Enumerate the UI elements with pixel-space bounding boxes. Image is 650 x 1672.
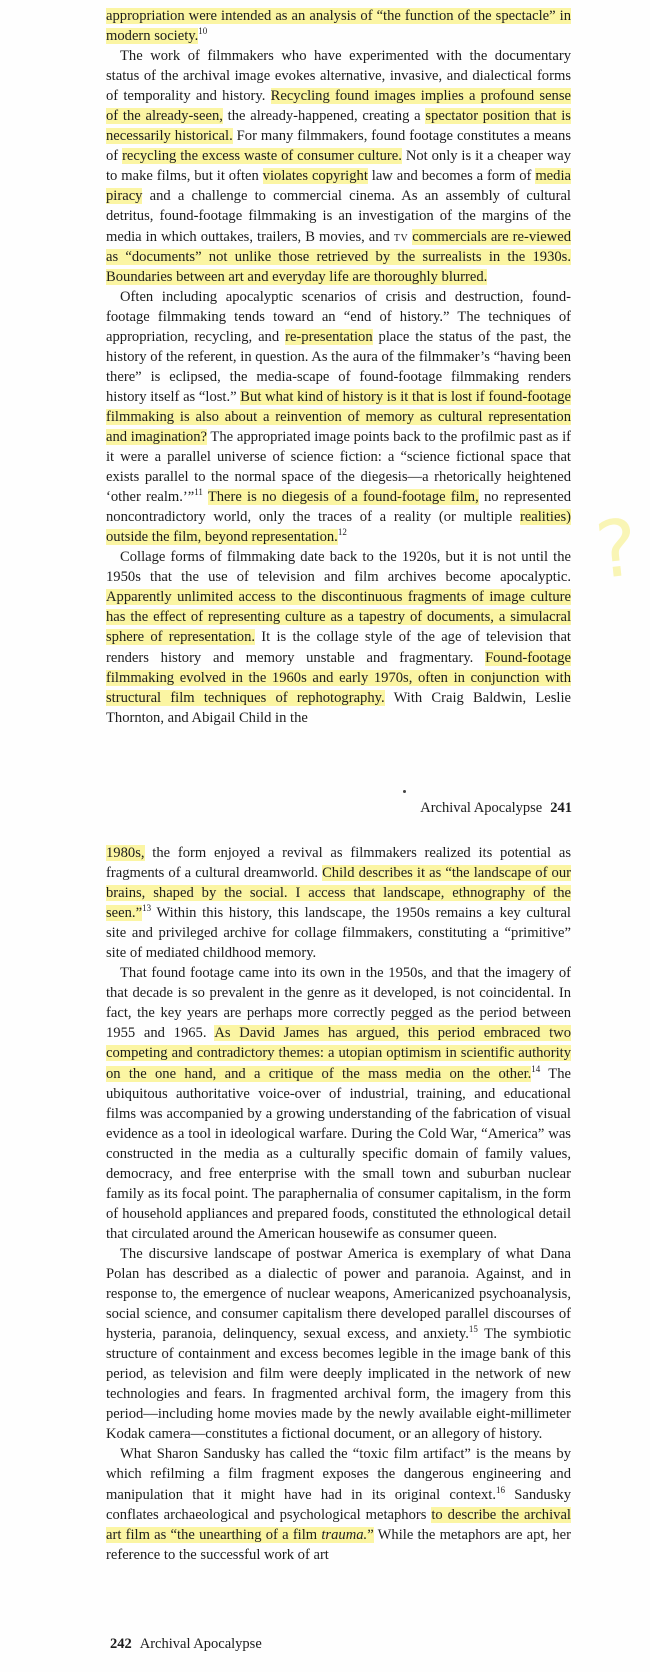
running-head-title: Archival Apocalypse — [420, 800, 543, 816]
text-run: The discursive landscape of postwar America is exemplary of what Dana Polan has described as a dialectic of power and paranoia. Against, and in response to, the emergence of nuclear weapons, Americanized psychoanalysis, social science, and consumer capitalism there developed parallel discourses of hysteria, paranoia, delinquency, sexual excess, and anxiety. — [106, 1245, 571, 1343]
footnote-ref: 16 — [496, 1484, 505, 1495]
ink-dot — [403, 790, 406, 793]
text-run: The symbiotic structure of containment and excess becomes legible in the image bank of this period, as television and film were deeply implicated in the network of new technologies and fears. In fragmented archival form, the imagery from this period—including home movies made by the newly available eight-millimeter Kodak camera—constitutes a fictional document, or an allegory of history. — [106, 1326, 571, 1443]
text-run: It is the collage style of the age of television that renders history and memory unstable and fragmentary. — [106, 629, 571, 666]
handwritten-question-mark: ? — [591, 503, 642, 597]
paragraph — [106, 1244, 571, 1444]
text-run: tv — [393, 228, 409, 245]
footnote-ref: 15 — [468, 1324, 478, 1335]
highlighted-text: Recycling found images implies a profound sense of the already-seen, — [106, 88, 572, 125]
text-run: Collage forms of filmmaking date back to the 1920s, but it is not until the 1950s that the use of television and film archives become apocalyptic. — [106, 549, 571, 586]
text-run: While the metaphors are apt, her reference to the successful work of art — [106, 1526, 571, 1563]
text-run: The work of filmmakers who have experimented with the documentary status of the archival image evokes alternative, invasive, and dialectical forms of temporality and history. — [106, 48, 571, 105]
footnote-ref: 11 — [194, 487, 203, 498]
text-run: place the status of the past, the history of the referent, in question. As the aura of the filmmaker’s “having been there” is eclipsed, the media-scape of found-footage filmmaking renders history itself as “lost.” — [106, 328, 571, 405]
page-242-body — [106, 843, 571, 1565]
highlighted-text: There is no diegesis of a found-footage film, — [207, 489, 479, 506]
text-run: Sandusky conflates archaeological and psychological metaphors — [106, 1486, 571, 1523]
paragraph — [106, 547, 571, 727]
highlighted-text: re-presentation — [285, 328, 373, 345]
text-run: What Sharon Sandusky has called the “toxic film artifact” is the means by which refilming a film fragment exposes the dangerous engineering and manipulation that it might have had in its original context. — [106, 1446, 571, 1503]
highlighted-text: But what kind of history is it that is lost if found-footage filmmaking is also about a reinvention of memory as cultural representation and imagination? — [106, 388, 571, 445]
highlighted-text: 1980s, — [106, 845, 145, 861]
paragraph — [106, 6, 571, 46]
paragraph — [106, 963, 571, 1244]
text-run: the already-happened, creating a — [222, 108, 426, 125]
page-241-body — [106, 6, 571, 728]
highlighted-text: realities) outside the film, beyond representation. — [106, 509, 571, 546]
running-foot-242 — [110, 1636, 262, 1653]
page-number-241: 241 — [550, 800, 572, 816]
paragraph — [106, 1444, 571, 1564]
highlighted-text: As David James has argued, this period embraced two competing and contradictory themes: a utopian optimism in scientific authority on the one hand, and a critique of the mass media on the other. — [106, 1025, 571, 1082]
highlighted-text: ” — [367, 1526, 374, 1543]
paragraph — [106, 287, 571, 548]
paragraph — [106, 843, 571, 963]
highlighted-text: appropriation were intended as an analysis of “the function of the spectacle” in modern society. — [106, 8, 571, 45]
text-run: Not only is it a cheaper way to make films, but it often — [106, 148, 572, 185]
highlighted-text: Found-footage filmmaking evolved in the 1960s and early 1970s, often in conjunction with structural film techniques of rephotography. — [106, 649, 571, 706]
page-number-242: 242 — [110, 1636, 132, 1652]
highlighted-text: spectator position that is necessarily historical. — [106, 108, 571, 145]
text-run: and a challenge to commercial cinema. As an assembly of cultural detritus, found-footage filmmaking is an investigation of the margins of the media in which outtakes, trailers, B movies, and — [106, 188, 571, 245]
text-run: the form enjoyed a revival as filmmakers realized its potential as fragments of a cultural dreamworld. — [106, 845, 571, 882]
footnote-ref: 10 — [198, 26, 208, 37]
paragraph — [106, 46, 571, 287]
highlighted-text: media piracy — [106, 168, 571, 205]
text-run: The ubiquitous authoritative voice-over of industrial, training, and educational films was accompanied by a growing understanding of the fabrication of visual evidence as a tool in ideological warfare. During the Cold War, “America” was constructed in the media as a culturally specific domain of family values, democracy, and free enterprise with the small town and suburban nuclear family as its focal point. The paraphernalia of consumer capitalism, in the form of household appliances and prepared foods, constituted the ethnological detail that circulated around the American housewife as consumer queen. — [106, 1065, 571, 1242]
text-run: Often including apocalyptic scenarios of crisis and destruction, found-footage filmmaking tends toward an “end of history.” The techniques of appropriation, recycling, and — [106, 288, 571, 345]
highlighted-text: commercials are re-viewed as “documents” not unlike those retrieved by the surrealists in the 1930s. Boundaries between art and everyday life are thoroughly blurred. — [106, 228, 571, 285]
running-head-241 — [420, 800, 572, 817]
text-run: Within this history, this landscape, the 1950s remains a key cultural site and privileged archive for collage filmmakers, constituting a “primitive” site of mediated childhood memory. — [106, 905, 571, 962]
text-run: With Craig Baldwin, Leslie Thornton, and Abigail Child in the — [106, 689, 571, 726]
highlighted-text: violates copyright — [262, 168, 368, 185]
running-foot-title: Archival Apocalypse — [139, 1636, 262, 1652]
footnote-ref: 12 — [337, 527, 347, 538]
text-run: no represented noncontradictory world, only the traces of a reality (or multiple — [106, 489, 571, 526]
text-run: That found footage came into its own in the 1950s, and that the imagery of that decade is so prevalent in the genre as it developed, is not coincidental. In fact, the key years are perhaps more correctly pegged as the period between 1955 and 1965. — [106, 965, 571, 1042]
highlighted-text: Apparently unlimited access to the discontinuous fragments of image culture has the effect of representing culture as a tapestry of documents, a simulacral sphere of representation. — [106, 589, 571, 646]
highlighted-text: recycling the excess waste of consumer culture. — [122, 148, 402, 165]
text-run: The appropriated image points back to the profilmic past as if it were a parallel universe of science fiction: a “science fictional space that exists parallel to the normal space of the diegesis—a rhetorically heightened ‘other realm.’” — [106, 428, 571, 506]
highlighted-text: trauma. — [321, 1526, 368, 1543]
highlighted-text: to describe the archival art film as “the unearthing of a film — [106, 1506, 571, 1543]
highlighted-text: Child describes it as “the landscape of our brains, shaped by the social. I access that landscape, ethnography of the seen.” — [106, 865, 571, 922]
text-run: law and becomes a form of — [367, 168, 536, 185]
text-run: For many filmmakers, found footage constitutes a means of — [106, 128, 572, 165]
footnote-ref: 13 — [142, 903, 152, 914]
footnote-ref: 14 — [531, 1063, 541, 1074]
